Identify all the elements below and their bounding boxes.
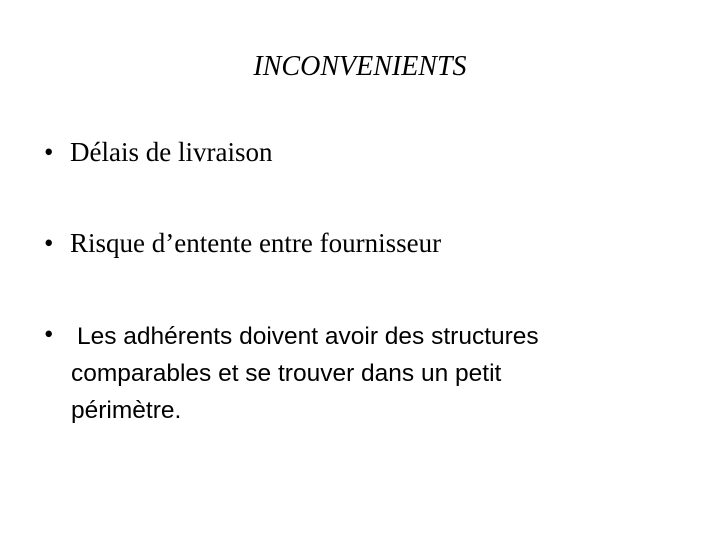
bullet-item-adherents [71,318,671,429]
bullet-icon: • [44,228,54,258]
bullet-icon: • [44,137,54,167]
bullet-icon: • [44,319,54,349]
bullet-text-line: périmètre. [71,397,182,424]
bullet-text: Risque d’entente entre fournisseur [70,228,442,258]
slide-title: INCONVENIENTS [253,51,467,82]
bullet-text-line: Les adhérents doivent avoir des structures [77,323,539,350]
bullet-text: Délais de livraison [70,137,273,167]
bullet-text-line: comparables et se trouver dans un petit [71,360,502,387]
